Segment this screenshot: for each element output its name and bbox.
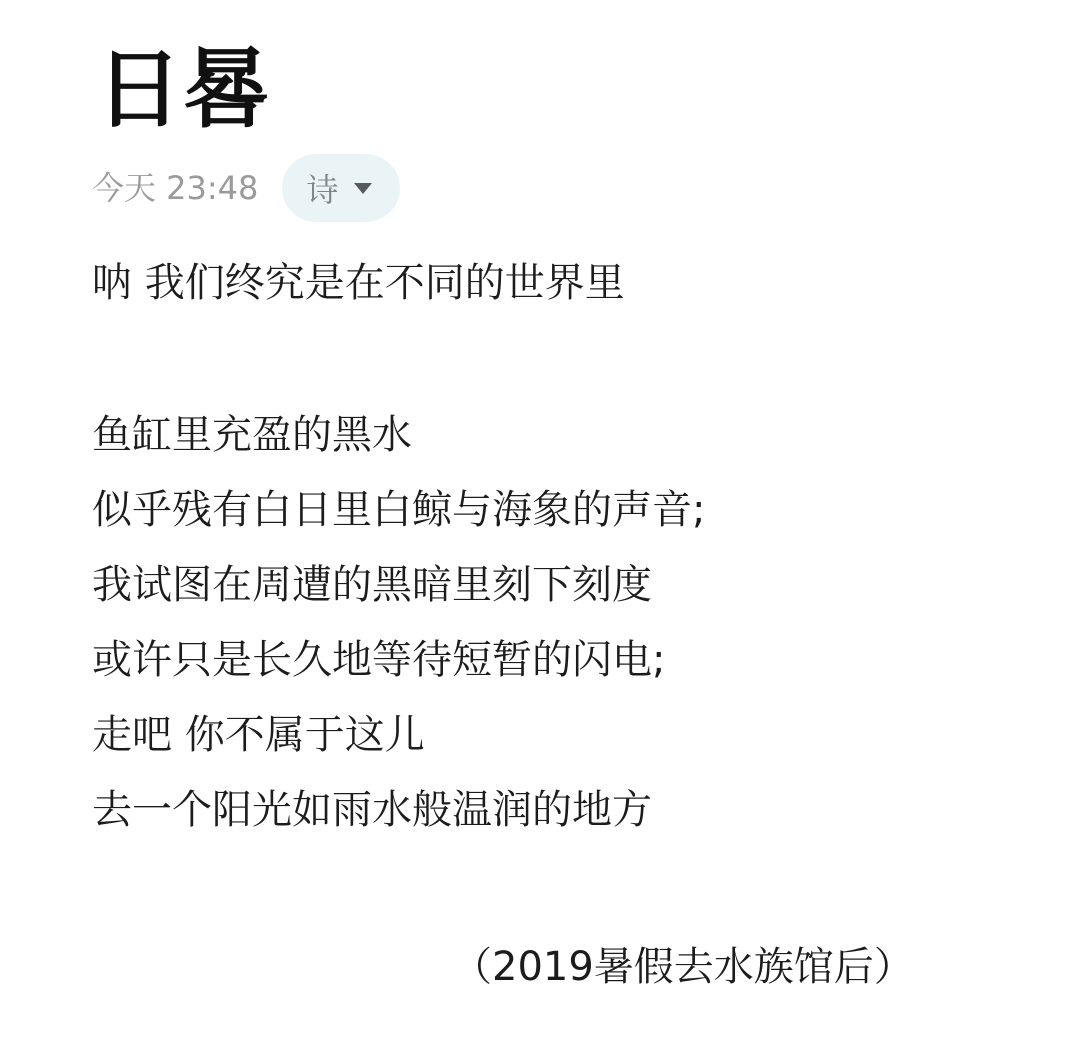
poem-line: 去一个阳光如雨水般温润的地方 — [92, 787, 652, 833]
note-body[interactable] — [92, 246, 1052, 848]
poem-line: 走吧 你不属于这儿 — [92, 712, 425, 758]
poem-line: 似乎残有白日里白鲸与海象的声音; — [92, 487, 706, 533]
note-timestamp: 今天 23:48 — [92, 169, 259, 207]
poem-line: 呐 我们终究是在不同的世界里 — [92, 260, 625, 306]
poem-line: 我试图在周遭的黑暗里刻下刻度 — [92, 562, 652, 608]
poem-line: 或许只是长久地等待短暂的闪电; — [92, 637, 666, 683]
category-label: 诗 — [306, 171, 339, 209]
note-meta — [92, 154, 400, 222]
poem-line-blank — [92, 321, 1052, 398]
poem-signature: （2019暑假去水族馆后） — [452, 944, 914, 990]
chevron-down-icon — [354, 183, 372, 194]
category-dropdown[interactable] — [282, 154, 400, 222]
poem-line: 鱼缸里充盈的黑水 — [92, 412, 412, 458]
note-title[interactable]: 日晷 — [96, 40, 272, 140]
